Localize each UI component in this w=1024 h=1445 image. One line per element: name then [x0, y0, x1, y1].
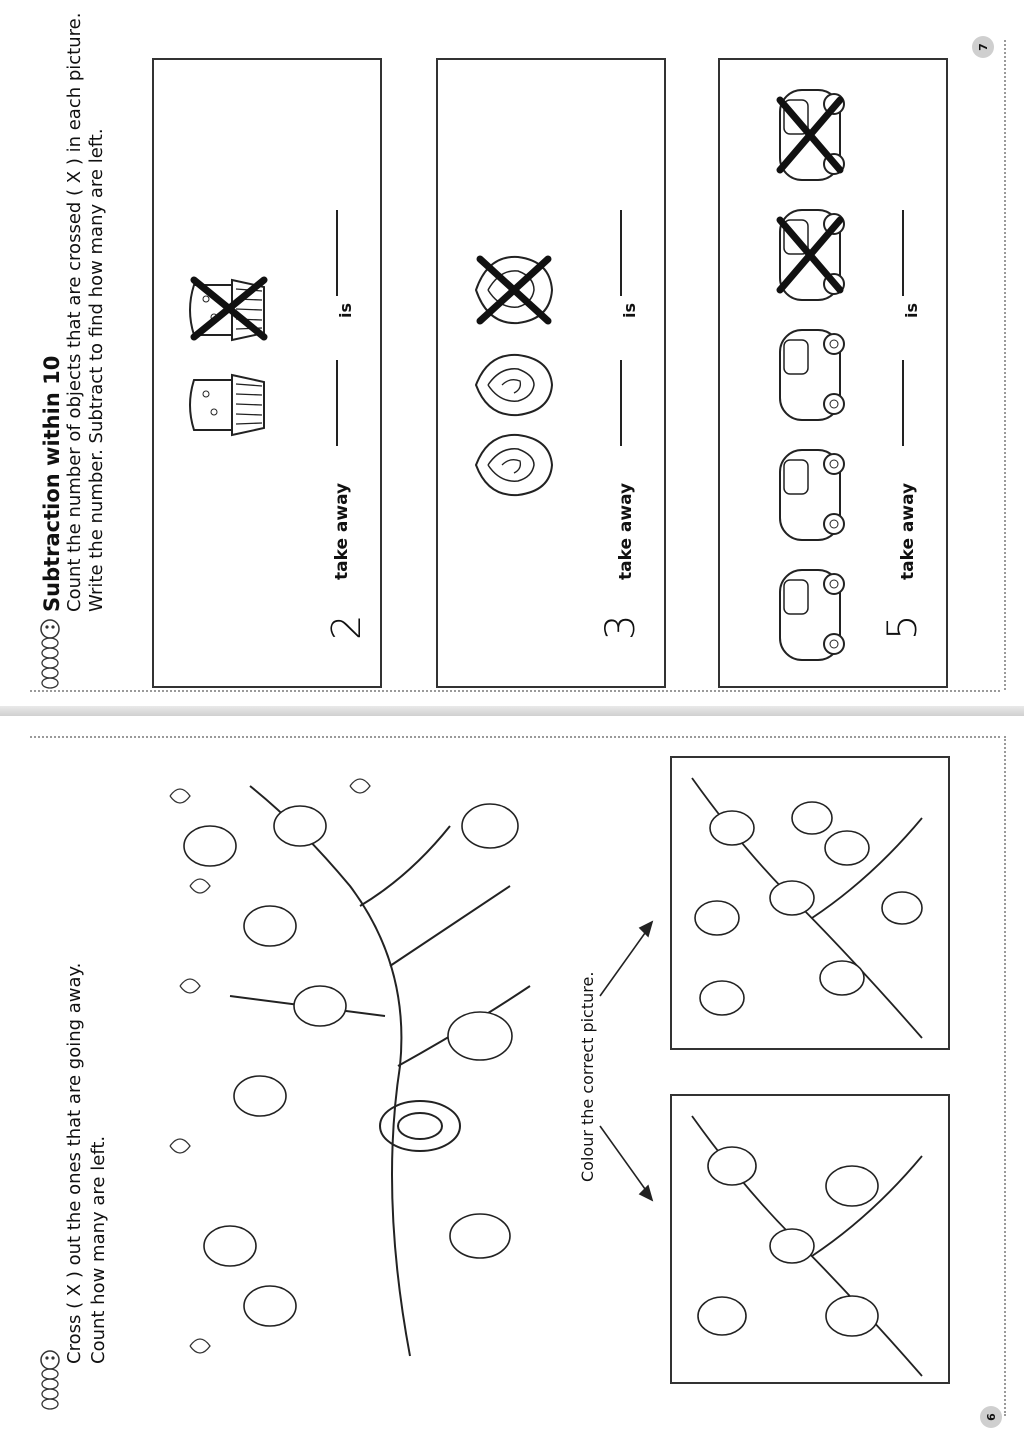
option-a-picture[interactable] [670, 1094, 950, 1384]
take-away-label: take away [898, 482, 918, 580]
margin-dots [1004, 40, 1006, 690]
total-number: 5 [880, 614, 926, 640]
margin-dots-bottom [30, 690, 1000, 692]
answer-blank-left[interactable] [336, 210, 338, 296]
activity-instruction-1: Cross ( X ) out the ones that are going away. [64, 962, 85, 1364]
car-icon [770, 80, 850, 190]
arrows [580, 896, 670, 1226]
caterpillar-icon [30, 615, 70, 695]
total-number: 2 [324, 614, 370, 640]
worksheet-instruction-2: Write the number. Subtract to find how many are left. [86, 128, 107, 612]
car-icon [770, 440, 850, 550]
answer-blank-crossed[interactable] [902, 360, 904, 446]
page-number-badge: 7 [972, 36, 994, 58]
cupcake-icon [184, 360, 274, 450]
activity-instruction-2: Count how many are left. [88, 1135, 109, 1364]
problem-panel-shells [436, 58, 666, 688]
branch-with-birds-icon [672, 1096, 948, 1382]
is-label: is [902, 302, 921, 318]
seashell-icon [468, 245, 558, 335]
worksheet-instruction-1: Count the number of objects that are crossed ( X ) in each picture. [64, 12, 85, 612]
margin-dots-top [30, 736, 1000, 738]
seashell-icon [468, 345, 558, 425]
answer-blank-left[interactable] [902, 210, 904, 296]
margin-dots [1004, 736, 1006, 1416]
cupcake-icon [184, 265, 274, 355]
car-icon [770, 320, 850, 430]
car-icon [770, 560, 850, 670]
branch-with-birds-icon [672, 758, 948, 1048]
is-label: is [336, 302, 355, 318]
take-away-label: take away [332, 482, 352, 580]
answer-blank-crossed[interactable] [336, 360, 338, 446]
colour-instruction: Colour the correct picture. [578, 971, 597, 1182]
worksheet-title: Subtraction within 10 [40, 355, 64, 612]
page-number-badge: 6 [980, 1406, 1002, 1428]
problem-panel-cupcakes [152, 58, 382, 688]
take-away-label: take away [616, 482, 636, 580]
worksheet-page-6 [0, 716, 1024, 1445]
option-b-picture[interactable] [670, 756, 950, 1050]
worksheet-page-7 [0, 0, 1024, 716]
answer-blank-left[interactable] [620, 210, 622, 296]
seashell-icon [468, 425, 558, 505]
total-number: 3 [598, 614, 644, 640]
problem-panel-cars [718, 58, 948, 688]
tree-with-birds-icon [150, 766, 560, 1366]
answer-blank-crossed[interactable] [620, 360, 622, 446]
car-icon [770, 200, 850, 310]
is-label: is [620, 302, 639, 318]
